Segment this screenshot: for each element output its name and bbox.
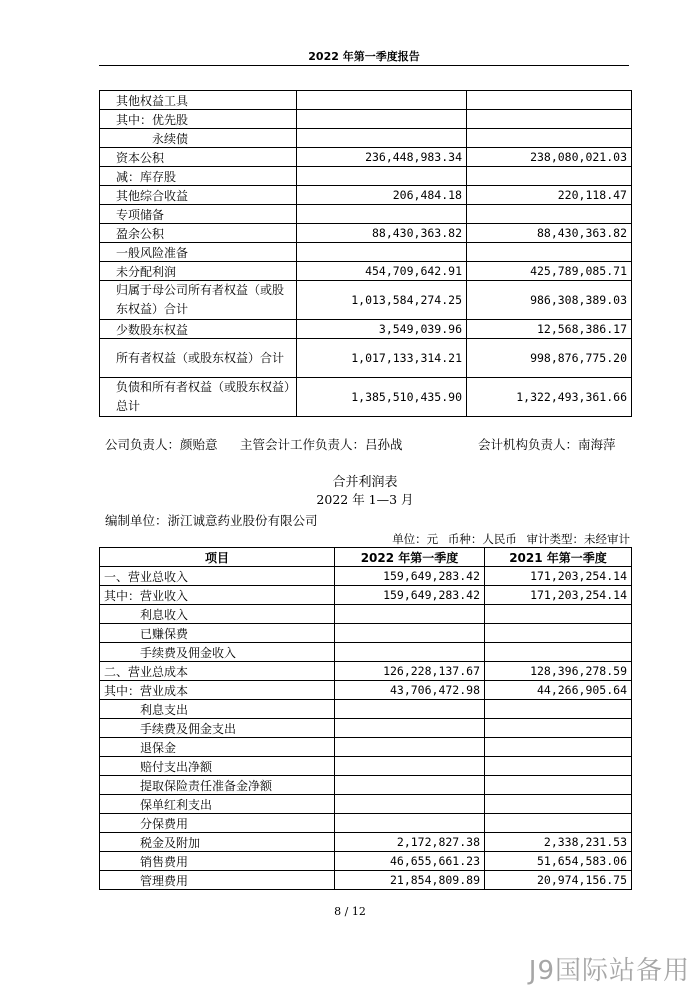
income-statement-period: 2022 年 1—3 月	[316, 492, 414, 507]
row-label: 减：库存股	[100, 167, 297, 186]
row-label: 手续费及佣金收入	[100, 643, 335, 662]
row-label: 负债和所有者权益（或股东权益）总计	[100, 378, 297, 417]
row-label: 赔付支出净额	[100, 757, 335, 776]
value-2021	[485, 719, 632, 738]
value-2022: 43,706,472.98	[335, 681, 485, 700]
row-label: 手续费及佣金支出	[100, 719, 335, 738]
value-2022: 46,655,661.23	[335, 852, 485, 871]
table-row	[100, 662, 632, 681]
unit-label: 单位：元	[392, 532, 439, 546]
row-label: 未分配利润	[100, 262, 297, 281]
value-2022	[297, 91, 467, 110]
table-row	[100, 339, 632, 378]
value-2021: 20,974,156.75	[485, 871, 632, 890]
audit-type-label: 审计类型：未经审计	[526, 532, 630, 546]
table-row	[100, 110, 632, 129]
value-2021: 128,396,278.59	[485, 662, 632, 681]
value-2021: 44,266,905.64	[485, 681, 632, 700]
value-2022: 454,709,642.91	[297, 262, 467, 281]
row-label: 保单红利支出	[100, 795, 335, 814]
value-2021	[467, 167, 632, 186]
value-2022: 126,228,137.67	[335, 662, 485, 681]
value-2022: 2,172,827.38	[335, 833, 485, 852]
value-2021: 238,080,021.03	[467, 148, 632, 167]
table-row	[100, 738, 632, 757]
value-2022: 1,385,510,435.90	[297, 378, 467, 417]
value-2021	[485, 776, 632, 795]
value-2021	[485, 757, 632, 776]
value-2022	[335, 624, 485, 643]
row-label: 一般风险准备	[100, 243, 297, 262]
value-2021	[485, 814, 632, 833]
value-2021: 12,568,386.17	[467, 320, 632, 339]
row-label: 归属于母公司所有者权益（或股东权益）合计	[100, 281, 297, 320]
row-label: 其中：优先股	[100, 110, 297, 129]
value-2021: 88,430,363.82	[467, 224, 632, 243]
row-label: 利息支出	[100, 700, 335, 719]
table-row	[100, 776, 632, 795]
row-label: 分保费用	[100, 814, 335, 833]
value-2021	[467, 110, 632, 129]
equity-table	[99, 90, 632, 417]
table-header-row	[100, 548, 632, 567]
value-2022	[297, 205, 467, 224]
row-label: 其中：营业收入	[100, 586, 335, 605]
value-2021: 171,203,254.14	[485, 567, 632, 586]
accounting-org-head: 会计机构负责人：南海萍	[478, 437, 616, 452]
table-row	[100, 320, 632, 339]
value-2021	[467, 129, 632, 148]
table-row	[100, 262, 632, 281]
row-label: 退保金	[100, 738, 335, 757]
row-label: 其他权益工具	[100, 91, 297, 110]
page-header: 2022 年第一季度报告	[308, 50, 420, 63]
value-2022	[297, 129, 467, 148]
value-2021: 171,203,254.14	[485, 586, 632, 605]
value-2022	[297, 243, 467, 262]
row-label: 管理费用	[100, 871, 335, 890]
row-label: 一、营业总收入	[100, 567, 335, 586]
table-row	[100, 605, 632, 624]
table-row	[100, 814, 632, 833]
company-head: 公司负责人：颜贻意	[105, 437, 218, 452]
table-row	[100, 681, 632, 700]
row-label: 其他综合收益	[100, 186, 297, 205]
income-statement-table	[99, 547, 632, 890]
accounting-head: 主管会计工作负责人：吕孙战	[240, 437, 403, 452]
value-2021: 51,654,583.06	[485, 852, 632, 871]
page-number: 8 / 12	[334, 905, 366, 918]
table-row	[100, 167, 632, 186]
value-2022	[335, 776, 485, 795]
table-row	[100, 795, 632, 814]
prepared-by: 编制单位：浙江诚意药业股份有限公司	[105, 513, 318, 528]
value-2022	[335, 795, 485, 814]
value-2022: 236,448,983.34	[297, 148, 467, 167]
table-row	[100, 643, 632, 662]
value-2022: 3,549,039.96	[297, 320, 467, 339]
row-label: 其中：营业成本	[100, 681, 335, 700]
row-label: 盈余公积	[100, 224, 297, 243]
table-row	[100, 148, 632, 167]
value-2022: 1,017,133,314.21	[297, 339, 467, 378]
value-2021	[485, 643, 632, 662]
table-row	[100, 719, 632, 738]
value-2022: 206,484.18	[297, 186, 467, 205]
value-2022	[335, 700, 485, 719]
value-2021: 2,338,231.53	[485, 833, 632, 852]
value-2022: 88,430,363.82	[297, 224, 467, 243]
table-row	[100, 871, 632, 890]
table-row	[100, 586, 632, 605]
column-header-item: 项目	[100, 548, 335, 567]
watermark: J9国际站备用	[528, 956, 690, 986]
value-2022	[335, 643, 485, 662]
value-2021	[485, 700, 632, 719]
value-2021: 986,308,389.03	[467, 281, 632, 320]
table-row	[100, 833, 632, 852]
value-2021: 1,322,493,361.66	[467, 378, 632, 417]
row-label: 少数股东权益	[100, 320, 297, 339]
value-2022	[335, 814, 485, 833]
value-2022	[297, 167, 467, 186]
currency-label: 币种：人民币	[447, 532, 517, 546]
value-2021: 998,876,775.20	[467, 339, 632, 378]
value-2022: 1,013,584,274.25	[297, 281, 467, 320]
table-row	[100, 205, 632, 224]
value-2021	[485, 795, 632, 814]
unit-line	[386, 531, 630, 547]
value-2022: 159,649,283.42	[335, 567, 485, 586]
value-2021: 425,789,085.71	[467, 262, 632, 281]
row-label: 利息收入	[100, 605, 335, 624]
table-row	[100, 281, 632, 320]
row-label: 永续债	[100, 129, 297, 148]
table-row	[100, 700, 632, 719]
value-2022	[335, 757, 485, 776]
table-row	[100, 129, 632, 148]
value-2022: 159,649,283.42	[335, 586, 485, 605]
row-label: 税金及附加	[100, 833, 335, 852]
value-2021	[485, 624, 632, 643]
income-statement-title: 合并利润表	[332, 475, 398, 490]
column-header-2021: 2021 年第一季度	[485, 548, 632, 567]
table-row	[100, 91, 632, 110]
row-label: 专项储备	[100, 205, 297, 224]
value-2021	[485, 605, 632, 624]
value-2021	[467, 205, 632, 224]
table-row	[100, 378, 632, 417]
value-2021	[467, 243, 632, 262]
table-row	[100, 243, 632, 262]
value-2022	[335, 738, 485, 757]
row-label: 已赚保费	[100, 624, 335, 643]
header-rule	[99, 65, 629, 66]
row-label: 提取保险责任准备金净额	[100, 776, 335, 795]
table-row	[100, 757, 632, 776]
row-label: 资本公积	[100, 148, 297, 167]
table-row	[100, 624, 632, 643]
table-row	[100, 186, 632, 205]
column-header-2022: 2022 年第一季度	[335, 548, 485, 567]
value-2022	[335, 605, 485, 624]
value-2022: 21,854,809.89	[335, 871, 485, 890]
row-label: 二、营业总成本	[100, 662, 335, 681]
value-2021: 220,118.47	[467, 186, 632, 205]
table-row	[100, 224, 632, 243]
value-2021	[467, 91, 632, 110]
row-label: 销售费用	[100, 852, 335, 871]
value-2021	[485, 738, 632, 757]
table-row	[100, 852, 632, 871]
table-row	[100, 567, 632, 586]
row-label: 所有者权益（或股东权益）合计	[100, 339, 297, 378]
value-2022	[297, 110, 467, 129]
value-2022	[335, 719, 485, 738]
